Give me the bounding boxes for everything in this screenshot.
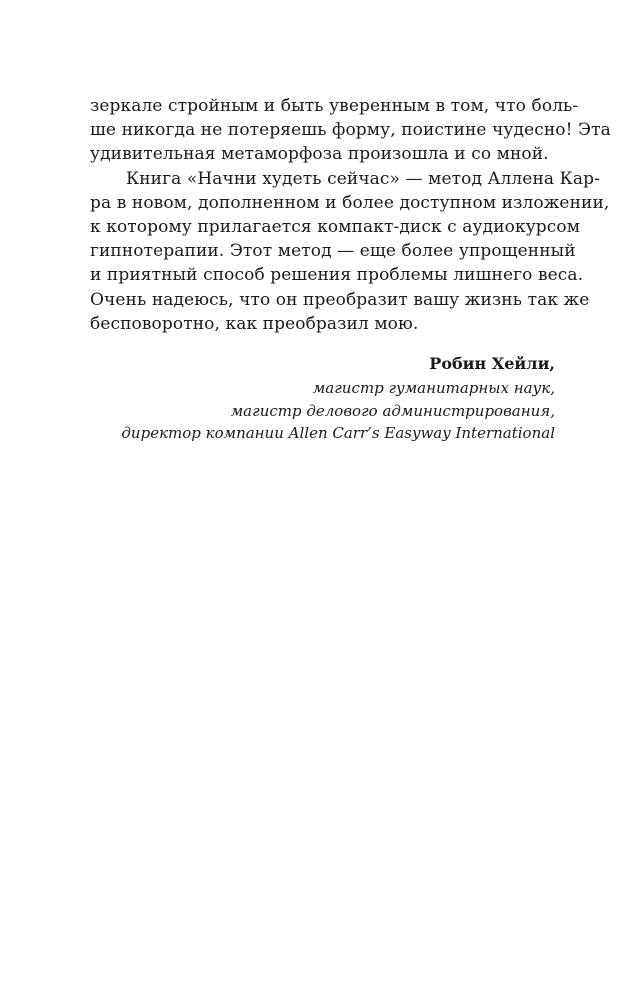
paragraph-2 (90, 167, 610, 336)
paragraph-line: удивительная метаморфоза произошла и со мной. (90, 144, 549, 165)
author-title: директор компании Allen Carr’s Easyway International (121, 424, 555, 442)
paragraph-line: зеркале стройным и быть уверенным в том, что боль- (90, 96, 579, 116)
paragraph-line: Книга «Начни худеть сейчас» — метод Аллена Кар- (126, 168, 600, 189)
paragraph-line: и приятный способ решения проблемы лишнего веса. (90, 265, 584, 286)
author-name: Робин Хейли, (429, 354, 555, 373)
paragraph-line: ше никогда не потеряешь форму, поистине чудесно! Эта (90, 120, 611, 141)
paragraph-line: ра в новом, дополненном и более доступном изложении, (90, 192, 610, 213)
paragraph-line: гипнотерапии. Этот метод — еще более упрощенный (90, 241, 576, 262)
paragraph-line: к которому прилагается компакт-диск с аудиокурсом (90, 216, 581, 237)
author-signature (55, 353, 555, 445)
author-title: магистр делового администрирования, (230, 401, 555, 420)
paragraph-line: бесповоротно, как преобразил мою. (90, 313, 419, 334)
author-title: магистр гуманитарных наук, (312, 379, 555, 397)
body-text (90, 94, 611, 336)
paragraph-1 (90, 94, 611, 167)
paragraph-line: Очень надеюсь, что он преобразит вашу жизнь так же (90, 289, 590, 310)
